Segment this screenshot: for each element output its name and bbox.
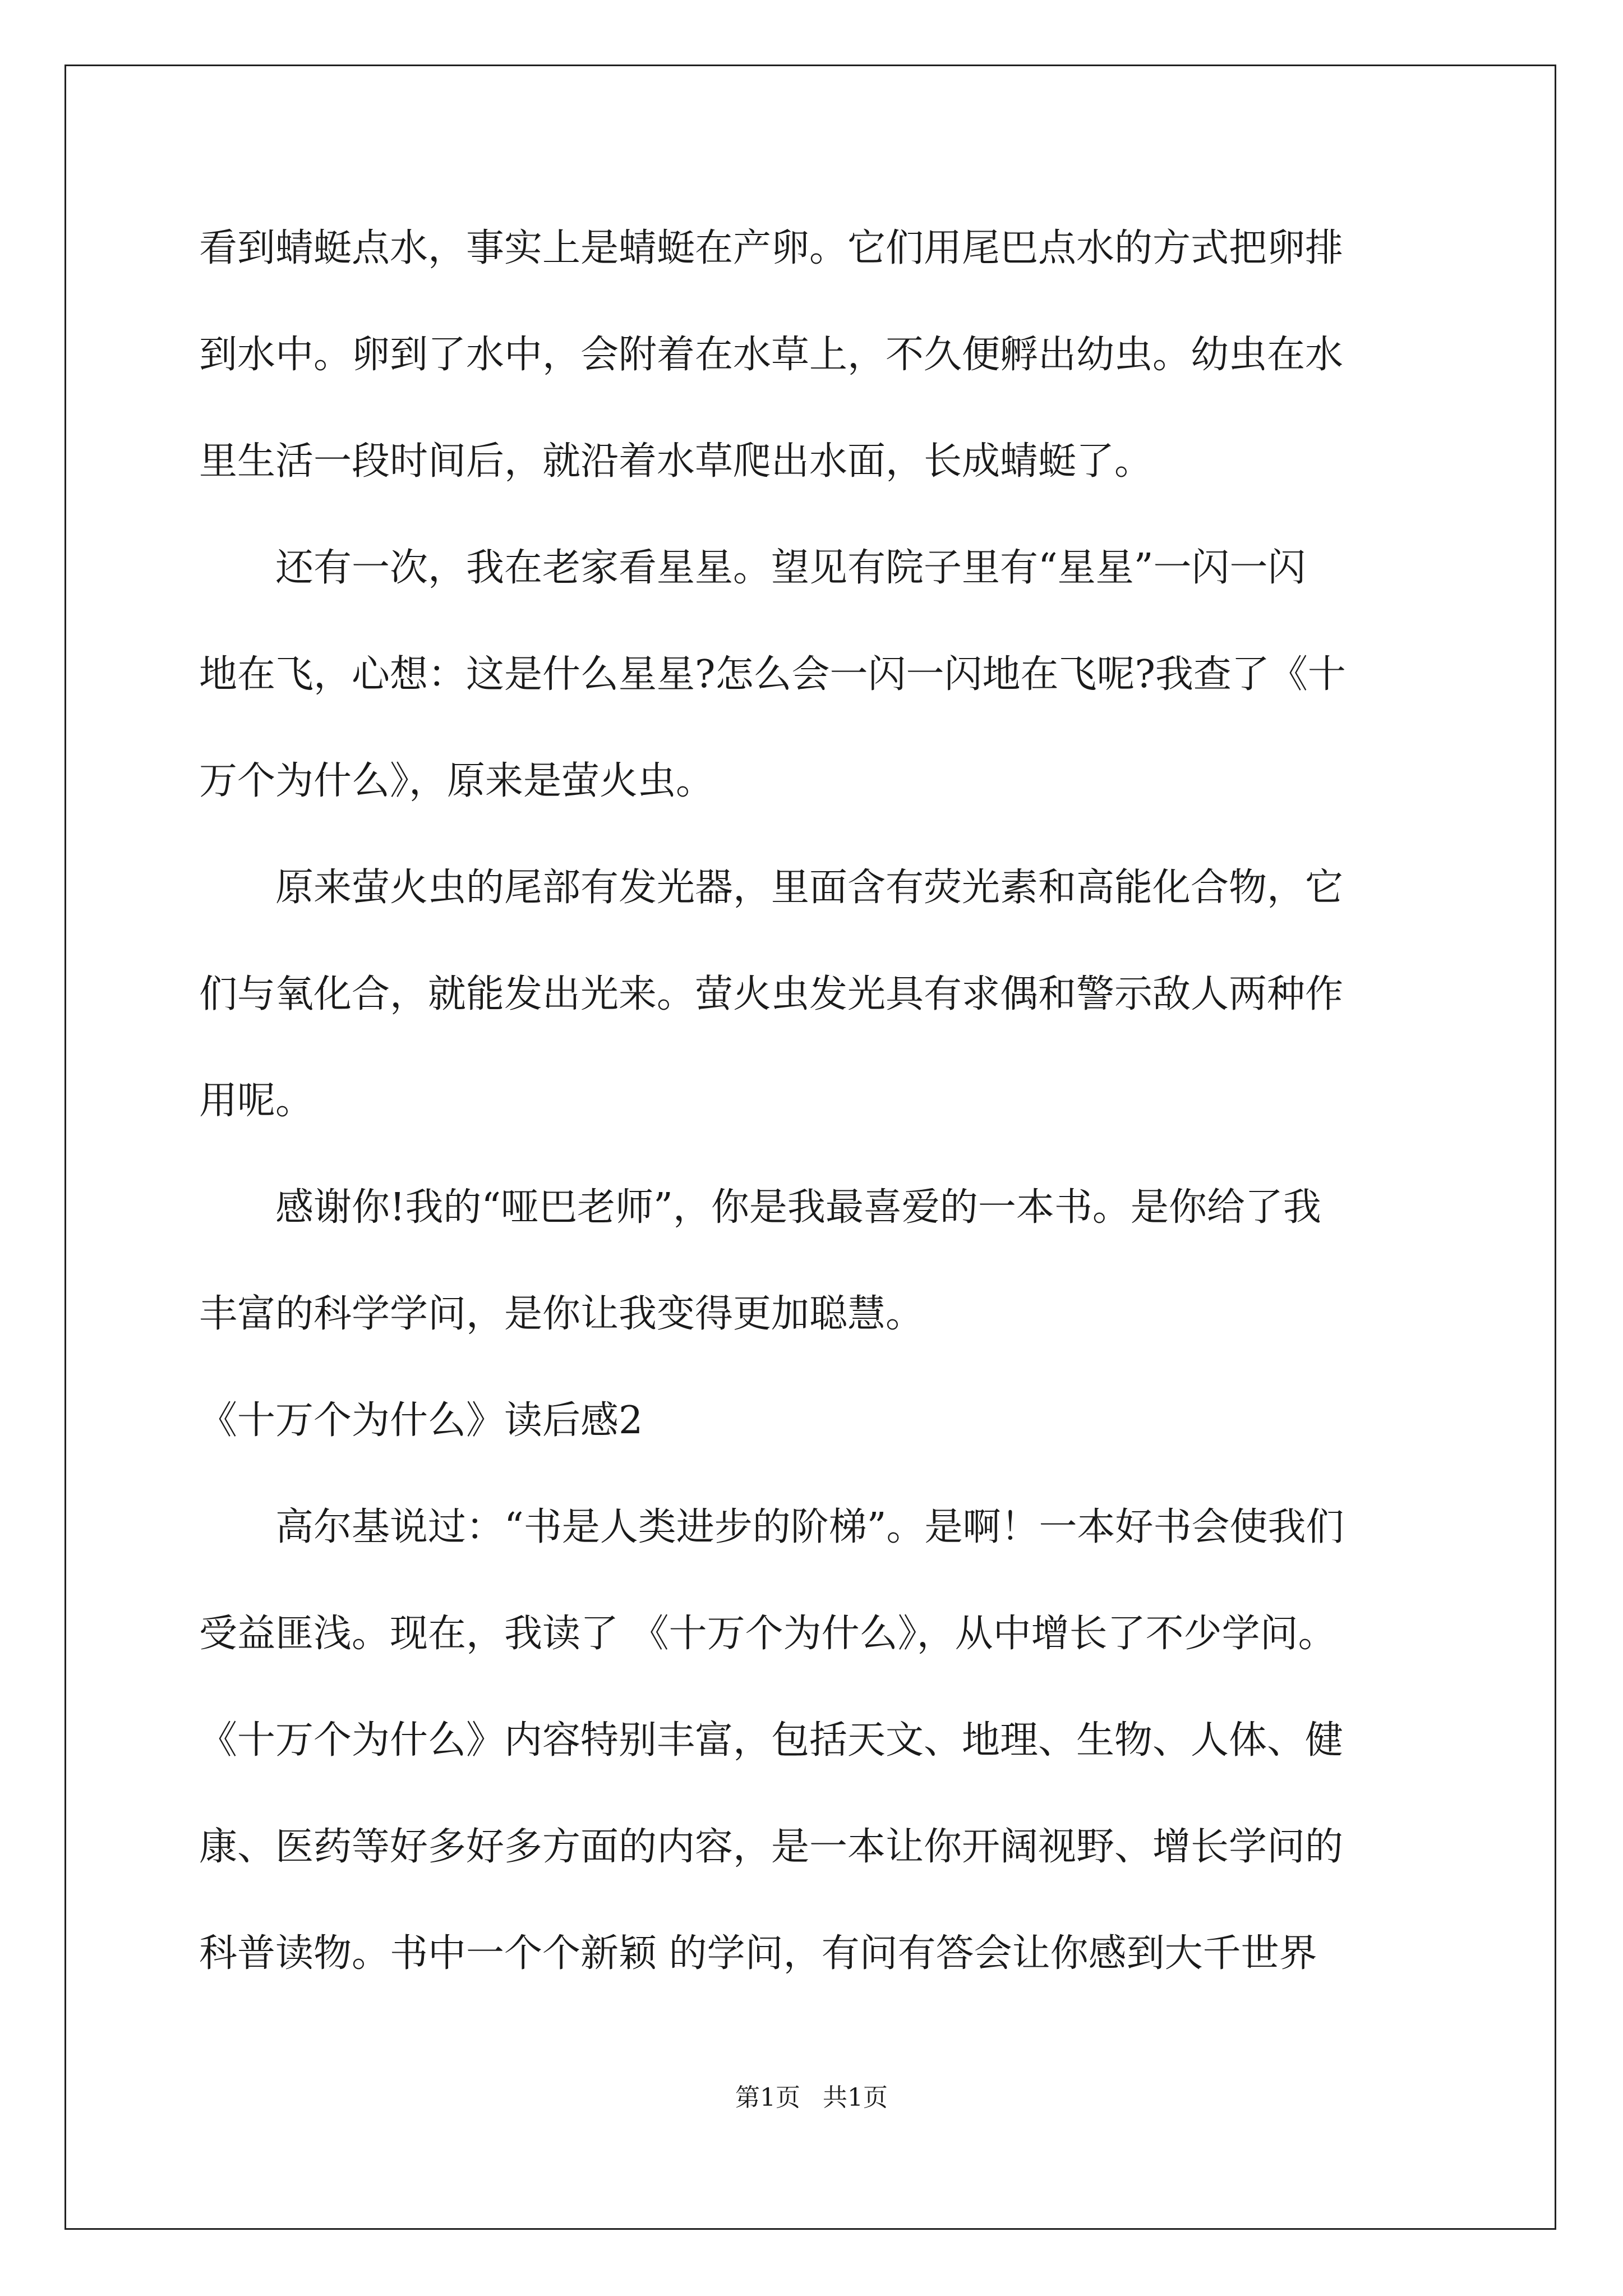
page-count: 共1页 bbox=[823, 2083, 888, 2112]
text-line: 用呢。 bbox=[199, 1079, 314, 1123]
text-line: 高尔基说过：“书是人类进步的阶梯”。是啊！一本好书会使我们 bbox=[199, 1505, 1344, 1549]
text-line: 万个为什么》，原来是萤火虫。 bbox=[199, 759, 714, 803]
text-line: 科普读物。书中一个个新颖 的学问，有问有答会让你感到大千世界 bbox=[199, 1931, 1317, 1976]
text-line: 康、医药等好多好多方面的内容，是一本让你开阔视野、增长学问的 bbox=[199, 1825, 1344, 1869]
text-line: 里生活一段时间后，就沿着水草爬出水面，长成蜻蜓了。 bbox=[199, 439, 1153, 484]
section-heading: 《十万个为什么》读后感2 bbox=[199, 1398, 643, 1443]
text-line: 原来萤火虫的尾部有发光器，里面含有荧光素和高能化合物，它 bbox=[199, 866, 1344, 910]
text-line: 地在飞，心想：这是什么星星?怎么会一闪一闪地在飞呢?我查了《十 bbox=[199, 652, 1346, 697]
text-line: 看到蜻蜓点水，事实上是蜻蜓在产卵。它们用尾巴点水的方式把卵排 bbox=[199, 226, 1344, 270]
text-line: 们与氧化合，就能发出光来。萤火虫发光具有求偶和警示敌人两种作 bbox=[199, 972, 1344, 1016]
text-line: 感谢你!我的“哑巴老师”，你是我最喜爱的一本书。是你给了我 bbox=[199, 1185, 1321, 1230]
text-line: 还有一次，我在老家看星星。望见有院子里有“星星”一闪一闪 bbox=[199, 546, 1306, 590]
text-line: 到水中。卵到了水中，会附着在水草上，不久便孵出幼虫。幼虫在水 bbox=[199, 333, 1344, 377]
text-line: 受益匪浅。现在，我读了 《十万个为什么》，从中增长了不少学问。 bbox=[199, 1612, 1336, 1656]
text-line: 丰富的科学学问，是你让我变得更加聪慧。 bbox=[199, 1292, 924, 1336]
page-number: 第1页 bbox=[735, 2083, 800, 2112]
text-line: 《十万个为什么》内容特别丰富，包括天文、地理、生物、人体、健 bbox=[199, 1718, 1344, 1763]
page-footer bbox=[0, 2081, 1623, 2115]
